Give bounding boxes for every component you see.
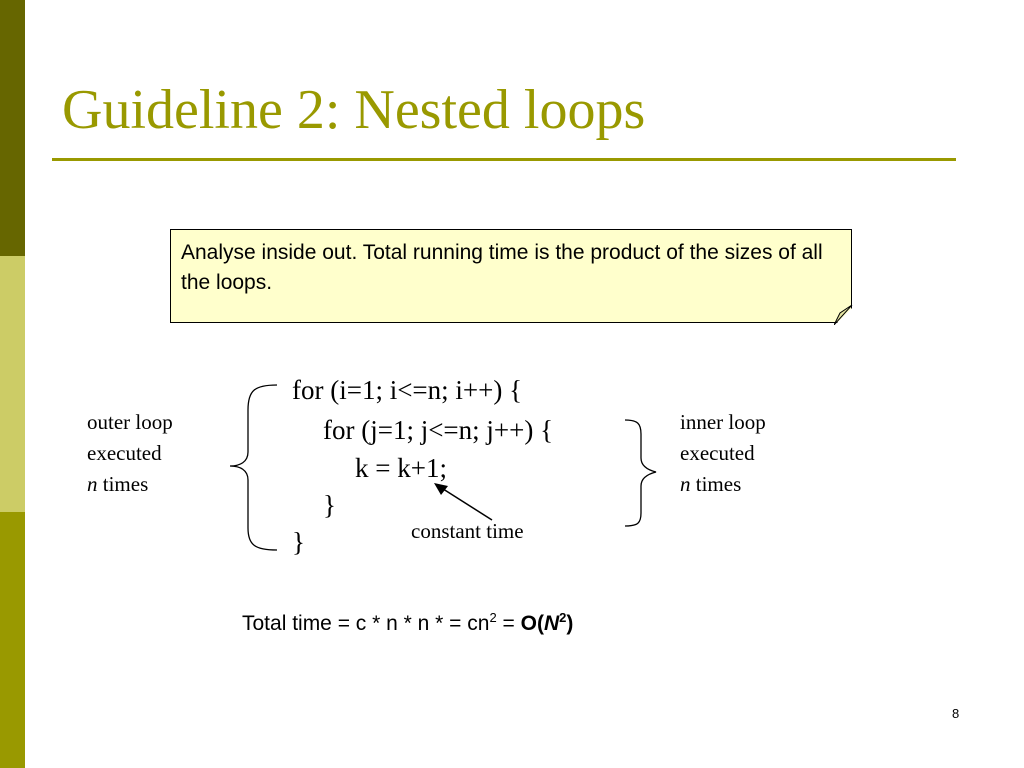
note-text: Analyse inside out. Total running time is the product of the sizes of all the loops. [181, 241, 823, 294]
inner-label-var: n [680, 472, 691, 496]
code-line-inner-close: } [323, 490, 336, 520]
inner-label-rest: times [690, 472, 742, 496]
arrow-head [434, 483, 448, 495]
total-prefix: Total time = c * n * n * = cn [242, 612, 490, 635]
constant-time-label: constant time [411, 519, 524, 543]
big-o-exponent: 2 [559, 610, 567, 625]
inner-label-line1: inner loop [680, 410, 766, 434]
code-line-outer-close: } [292, 527, 305, 557]
total-exponent: 2 [489, 610, 497, 625]
big-o [521, 612, 574, 635]
code-line-inner-for: for (j=1; j<=n; j++) { [323, 415, 554, 445]
outer-loop-brace [230, 385, 277, 550]
total-time-formula [242, 612, 573, 636]
page-number: 8 [952, 706, 960, 721]
total-equals: = [496, 612, 521, 635]
code-line-outer-for: for (i=1; i<=n; i++) { [292, 375, 523, 405]
constant-time-arrow [440, 487, 492, 520]
inner-loop-brace [625, 420, 656, 526]
outer-label-rest: times [97, 472, 149, 496]
outer-label-var: n [87, 472, 98, 496]
big-o-close: ) [566, 612, 574, 635]
outer-label-line2: executed [87, 441, 162, 465]
inner-label-line2: executed [680, 441, 755, 465]
code-line-body: k = k+1; [355, 453, 447, 483]
slide-title: Guideline 2: Nested loops [62, 79, 646, 141]
big-o-open: O( [520, 612, 544, 635]
outer-label-line1: outer loop [87, 410, 173, 434]
big-o-var: N [543, 612, 560, 635]
